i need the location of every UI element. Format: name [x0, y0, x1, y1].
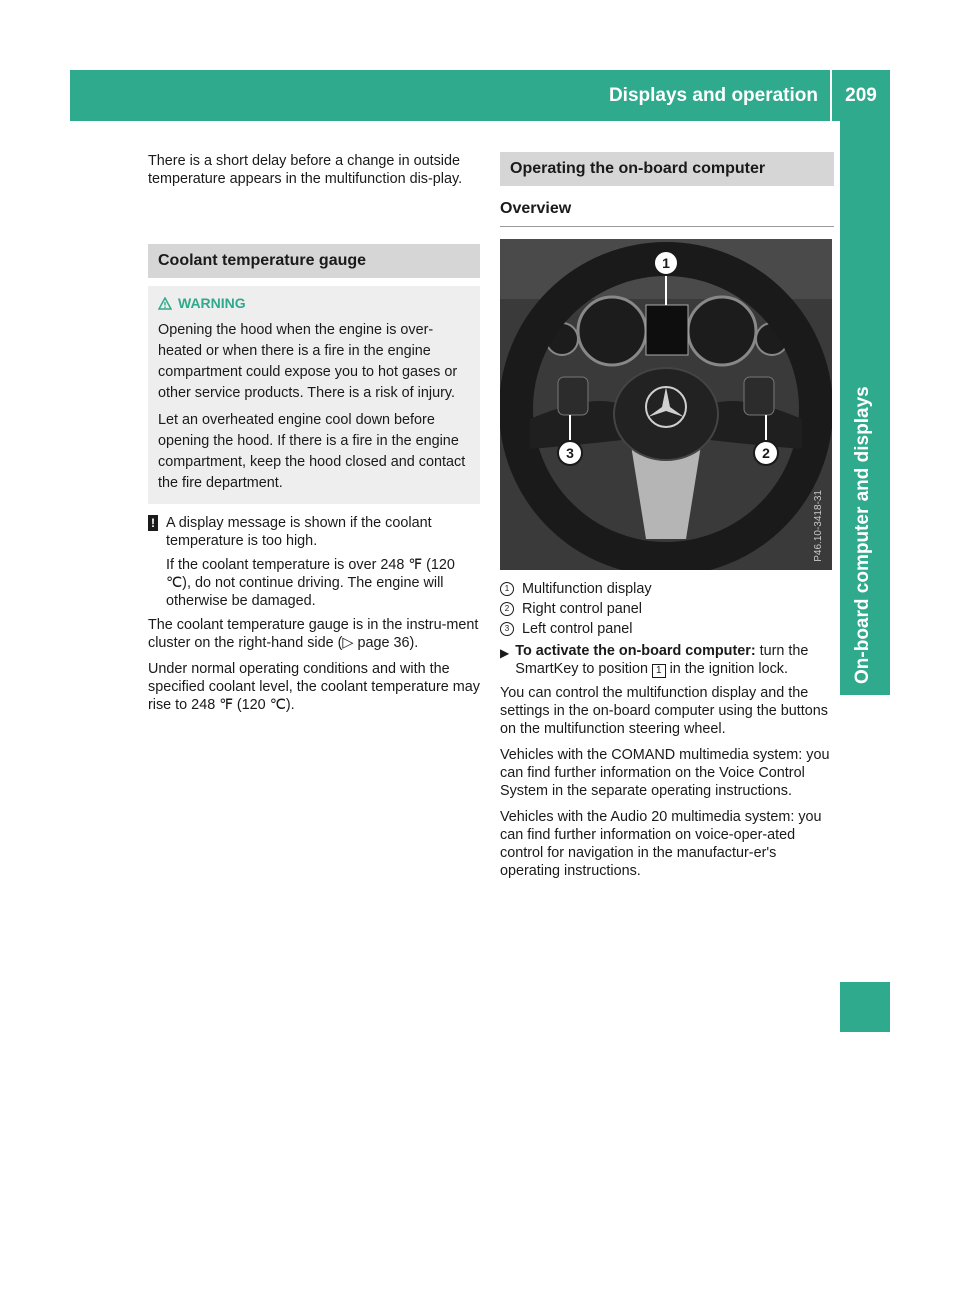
- callout-3: [558, 441, 582, 465]
- page-header: [70, 70, 890, 121]
- steering-wheel-figure: [500, 239, 832, 570]
- legend-label: Left control panel: [522, 621, 633, 637]
- right-column: [500, 152, 834, 888]
- legend-number: 1: [500, 582, 514, 596]
- gauge-location-paragraph: [148, 616, 480, 652]
- section-title-coolant: Coolant temperature gauge: [148, 244, 480, 278]
- warning-box: [148, 286, 480, 504]
- chapter-tab-label: On-board computer and displays: [852, 386, 873, 684]
- legend-label: Right control panel: [522, 601, 642, 617]
- header-title: Displays and operation: [608, 84, 818, 106]
- section-title-onboard: Operating the on-board computer: [500, 152, 834, 186]
- callout-1: [654, 251, 678, 275]
- svg-text:2: 2: [762, 445, 770, 461]
- steering-wheel-illustration: [500, 239, 832, 570]
- note-text-1: A display message is shown if the coolant temperature is too high.: [166, 515, 432, 549]
- paragraph-audio20: Vehicles with the Audio 20 multimedia system: you can find further information on voice-oper-ated control for navigation in the manufactur-er's operating instructions.: [500, 809, 822, 879]
- svg-text:3: 3: [566, 445, 574, 461]
- subhead-overview: Overview: [500, 200, 834, 227]
- warning-triangle-icon: [158, 297, 172, 310]
- step-arrow-icon: ▶: [500, 646, 510, 660]
- note-text-2: If the coolant temperature is over 248 ℉ (120 ℃), do not continue driving. The engine will otherwise be damaged.: [166, 557, 455, 609]
- legend-label: Multifunction display: [522, 581, 652, 597]
- step-text-a: turn the SmartKey to position: [515, 643, 809, 677]
- exclamation-icon: !: [148, 515, 158, 531]
- step-text: [515, 642, 834, 678]
- paragraph-comand: Vehicles with the COMAND multimedia system: you can find further information on the Voice Control System in the separate operating instructions.: [500, 747, 830, 799]
- callout-2: [754, 441, 778, 465]
- page-reference-link[interactable]: ▷ page 36: [342, 635, 410, 651]
- paragraph-controls: You can control the multifunction display and the settings in the on-board computer using the buttons on the multifunction steering wheel.: [500, 685, 828, 737]
- svg-text:1: 1: [662, 255, 670, 271]
- step-bold: To activate the on-board computer:: [515, 643, 756, 659]
- warning-text-2: Let an overheated engine cool down before opening the hood. If there is a fire in the engine compartment, keep the hood closed and contact the fire department.: [158, 412, 466, 491]
- gauge-text-b: ).: [409, 635, 419, 651]
- intro-paragraph: There is a short delay before a change in outside temperature appears in the multifunction dis-play.: [148, 153, 463, 187]
- legend-item: [500, 620, 834, 638]
- step-text-b: in the ignition lock.: [665, 661, 788, 677]
- page-number: 209: [845, 84, 877, 106]
- key-position-box: 1: [652, 664, 666, 678]
- legend-number: 2: [500, 602, 514, 616]
- normal-operation-paragraph: Under normal operating conditions and with the specified coolant level, the coolant temperature may rise to 248 ℉ (120 ℃).: [148, 661, 480, 713]
- legend-item: [500, 600, 834, 618]
- figure-legend: [500, 580, 834, 638]
- gauge-text-a: The coolant temperature gauge is in the instru-ment cluster on the right-hand side (: [148, 617, 479, 651]
- legend-number: 3: [500, 622, 514, 636]
- left-column: [148, 152, 480, 722]
- instruction-step: [500, 642, 834, 678]
- warning-heading: [158, 294, 470, 312]
- chapter-marker: [840, 982, 890, 1032]
- figure-code: P46.10-3418-31: [813, 490, 824, 562]
- warning-title: WARNING: [178, 295, 246, 311]
- legend-item: [500, 580, 834, 598]
- note-block: [148, 514, 480, 616]
- warning-text-1: Opening the hood when the engine is over-heated or when there is a fire in the engine compartment could expose you to hot gases or other service products. There is a risk of injury.: [158, 322, 458, 401]
